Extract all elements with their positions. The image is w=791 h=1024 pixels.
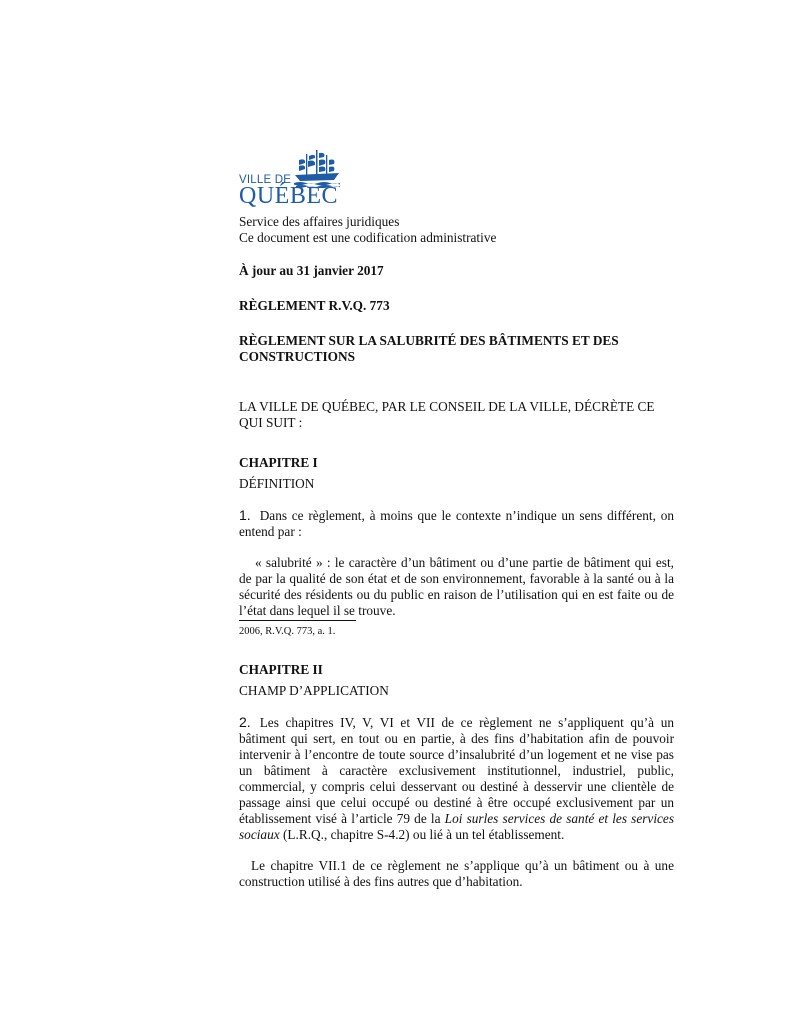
- ship-icon: [294, 148, 340, 188]
- article-2-number: 2.: [239, 714, 251, 730]
- article-1-number: 1.: [239, 507, 251, 523]
- chapter1-title: DÉFINITION: [239, 476, 315, 491]
- article-2-text-end: (L.R.Q., chapitre S-4.2) ou lié à un tel établissement.: [282, 827, 565, 842]
- definition-salubrite: « salubrité » : le caractère d’un bâtiment ou d’une partie de bâtiment qui est, de par la qualité de son état et de son environnement, favorable à la santé ou à la sécurité des résidents ou du public en raison de l’utilisation qui en est faite ou de l’état dans lequel il se trouve.: [239, 555, 674, 618]
- article-1-source: 2006, R.V.Q. 773, a. 1.: [239, 626, 336, 637]
- divider-rule: [239, 620, 356, 621]
- article-2-text: Les chapitres IV, V, VI et VII de ce règlement ne s’appliquent qu’à un bâtiment qui sert, en tout ou en partie, à des fins d’habitation afin de pouvoir intervenir à l’encontre de toute source d’insalubrité d’un logement et ne vise pas un bâtiment à caractère exclusivement institutionnel, industriel, public, commercial, y compris celui desservant ou destiné à desservir une clientèle de passage ainsi que celui occupé ou destiné à être occupé exclusivement par un établissement visé à l’article 79 de la: [239, 715, 674, 826]
- regulation-number: RÈGLEMENT R.V.Q. 773: [239, 298, 390, 313]
- document-page: [239, 148, 674, 890]
- logo-line2: QUÉBEC: [239, 183, 338, 209]
- chapter1-heading: CHAPITRE I: [239, 455, 318, 470]
- logo-line1: VILLE DE: [239, 174, 292, 186]
- article-2: [239, 714, 674, 843]
- ville-de-quebec-logo: [239, 148, 339, 208]
- article-2-second-paragraph: Le chapitre VII.1 de ce règlement ne s’applique qu’à un bâtiment ou à une construction utilisé à des fins autres que d’habitation.: [239, 858, 674, 889]
- preamble: LA VILLE DE QUÉBEC, PAR LE CONSEIL DE LA VILLE, DÉCRÈTE CE QUI SUIT :: [239, 399, 655, 430]
- chapter2-heading: CHAPITRE II: [239, 662, 323, 677]
- codification-line: Ce document est une codification administrative: [239, 230, 497, 245]
- article-1: [239, 507, 674, 540]
- regulation-title: RÈGLEMENT SUR LA SALUBRITÉ DES BÂTIMENTS ET DES CONSTRUCTIONS: [239, 333, 619, 364]
- article-1-text: Dans ce règlement, à moins que le contexte n’indique un sens différent, on entend par :: [239, 508, 674, 539]
- chapter2-title: CHAMP D’APPLICATION: [239, 683, 389, 698]
- service-line: Service des affaires juridiques: [239, 214, 400, 229]
- date-line: À jour au 31 janvier 2017: [239, 263, 384, 278]
- article-2-law-title: Loi surles services de santé et les services sociaux: [239, 811, 674, 842]
